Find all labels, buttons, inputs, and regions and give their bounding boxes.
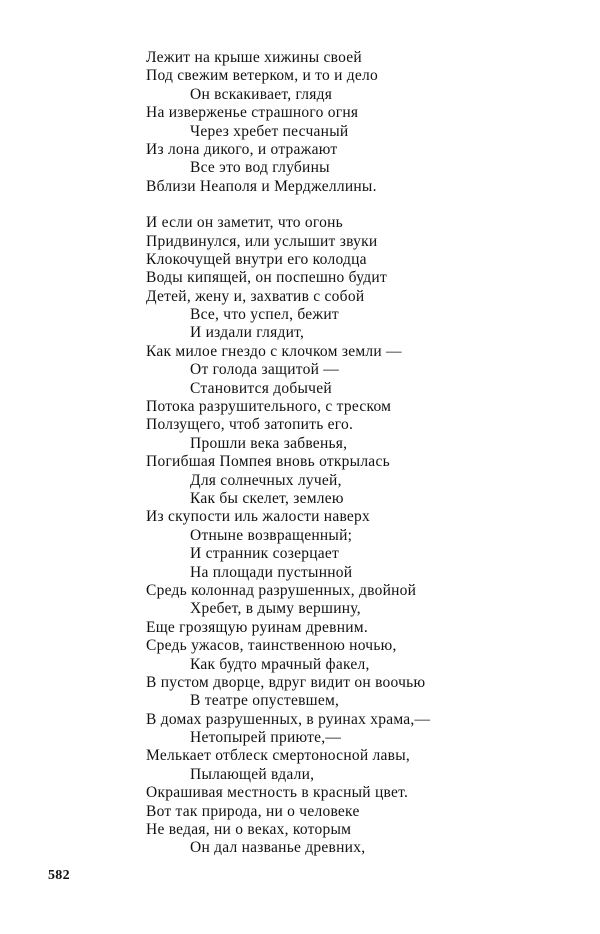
poem-line: Из скупости иль жалости наверх [146, 508, 371, 526]
poem-line-indented: Нетопырей приюте,— [190, 729, 342, 747]
poem-line-indented: И странник созерцает [190, 545, 340, 563]
poem-line-indented: Через хребет песчаный [190, 122, 349, 140]
poem-line: Воды кипящей, он поспешно будит [146, 269, 387, 287]
poem-line: Ползущего, чтоб затопить его. [146, 416, 354, 434]
poem-line: Средь колоннад разрушенных, двойной [146, 581, 417, 599]
poem-line: Под свежим ветерком, и то и дело [146, 67, 378, 85]
poem-line: На изверженье страшного огня [146, 104, 359, 122]
poem-line: В домах разрушенных, в руинах храма,— [146, 710, 431, 728]
poem-line: Средь ужасов, таинственною ночью, [146, 637, 397, 655]
poem-line-indented: Он дал названье древних, [190, 839, 366, 857]
poem-line: Вблизи Неаполя и Мерджеллины. [146, 177, 377, 195]
poem-line-indented: И издали глядит, [190, 324, 305, 342]
poem-line: В пустом дворце, вдруг видит он воочью [146, 673, 426, 691]
poem-line-indented: От голода защитой — [190, 361, 340, 379]
poem-line: Придвинулся, или услышит звуки [146, 232, 378, 250]
poem-line: Потока разрушительного, с треском [146, 398, 392, 416]
poem-line-indented: Становится добычей [190, 379, 332, 397]
poem-line: И если он заметит, что огонь [146, 214, 343, 232]
poem-line-indented: Он вскакивает, глядя [190, 85, 333, 103]
poem-line: Еще грозящую руинам древним. [146, 618, 368, 636]
poem-line-indented: Для солнечных лучей, [190, 471, 342, 489]
poem-line-indented: В театре опустевшем, [190, 692, 340, 710]
poem-line-indented: Прошли века забвенья, [190, 434, 348, 452]
poem-line-indented: Все это вод глубины [190, 159, 330, 177]
poem-line: Детей, жену и, захватив с собой [146, 287, 365, 305]
poem-line: Погибшая Помпея вновь открылась [146, 453, 390, 471]
poem-line-indented: Пылающей вдали, [190, 765, 315, 783]
poem-line-indented: Отныне возвращенный; [190, 526, 353, 544]
poem-line: Окрашивая местность в красный цвет. [146, 784, 409, 802]
poem-line: Мелькает отблеск смертоносной лавы, [146, 747, 411, 765]
poem-line: Вот так природа, ни о человеке [146, 802, 360, 820]
poem-line: Не ведая, ни о веках, которым [146, 821, 352, 839]
poem-line-indented: Все, что успел, бежит [190, 306, 339, 324]
poem-line-indented: Как будто мрачный факел, [190, 655, 370, 673]
poem-line-indented: Хребет, в дыму вершину, [190, 600, 361, 618]
poem-line: Лежит на крыше хижины своей [146, 49, 362, 66]
poem-line: Клокочущей внутри его колодца [146, 250, 367, 268]
stanza-1 [146, 49, 586, 196]
poem-text [146, 49, 586, 858]
stanza-2 [146, 214, 586, 858]
poem-line-indented: Как бы скелет, землею [190, 489, 344, 507]
poem-line: Из лона дикого, и отражают [146, 140, 338, 158]
page-number: 582 [48, 868, 70, 883]
poem-line: Как милое гнездо с клочком земли — [146, 342, 402, 360]
poem-line-indented: На площади пустынной [190, 563, 353, 581]
